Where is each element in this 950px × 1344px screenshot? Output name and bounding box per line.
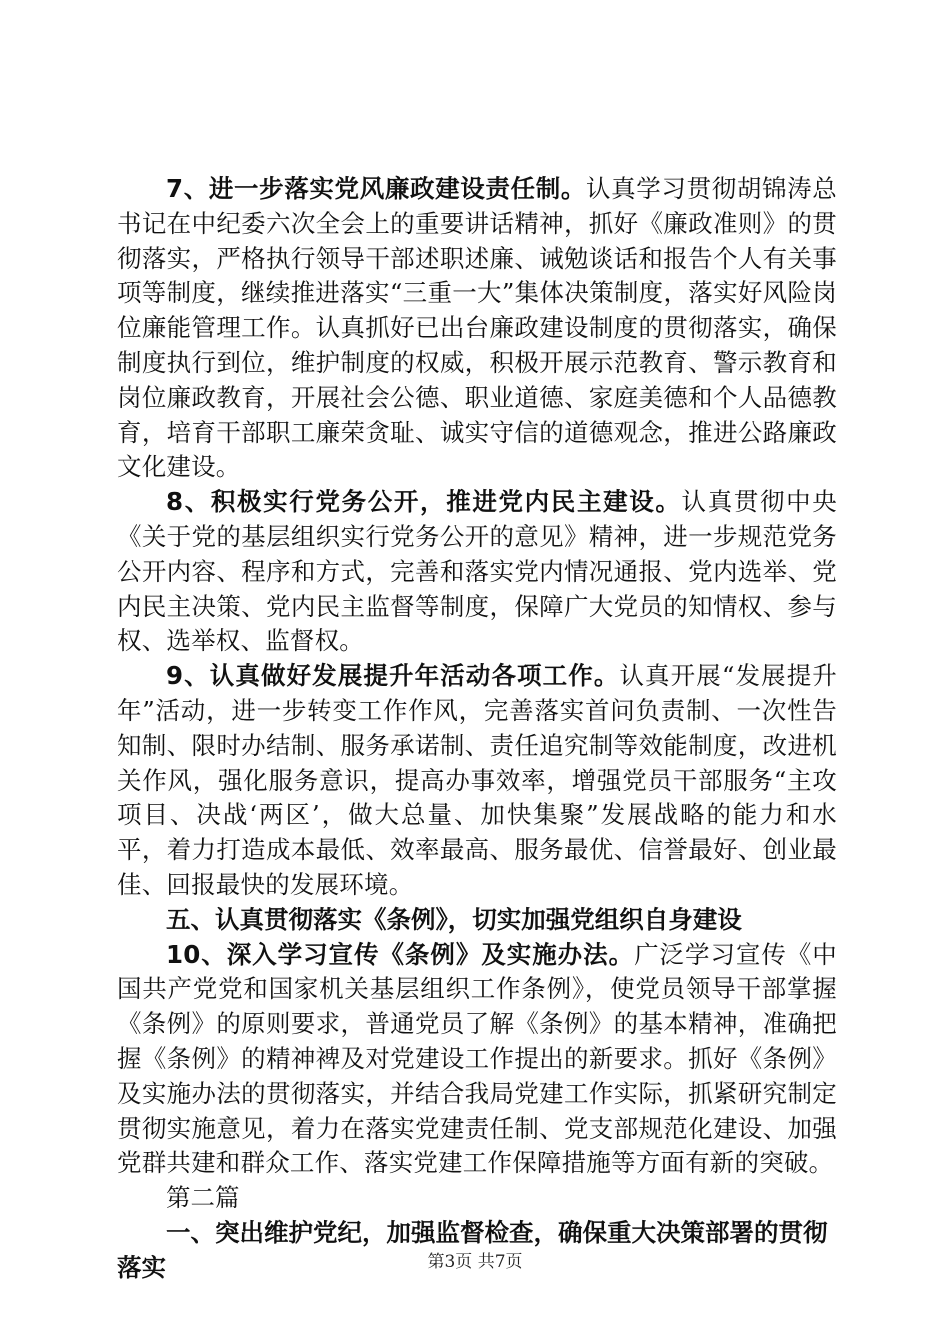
paragraph-8-text: 认真贯彻中央《关于党的基层组织实行党务公开的意见》精神，进一步规范党务公开内容、程序和方式，完善和落实党内情况通报、党内选举、党内民主决策、党内民主监督等制度，保障广大党员的知情权、参与权、选举权、监督权。 (117, 487, 837, 656)
paragraph-10-text: 广泛学习宣传《中国共产党党和国家机关基层组织工作条例》，使党员领导干部掌握《条例》的原则要求，普通党员了解《条例》的基本精神，准确把握《条例》的精神裨及对党建设工作提出的新要求。抓好《条例》及实施办法的贯彻落实，并结合我局党建工作实际，抓紧研究制定贯彻实施意见，着力在落实党建责任制、党支部规范化建设、加强党群共建和群众工作、落实党建工作保障措施等方面有新的突破。 (117, 939, 837, 1178)
paragraph-9 (117, 659, 837, 903)
paragraph-8 (117, 485, 837, 659)
document-body (117, 172, 837, 1286)
section-heading: 五、认真贯彻落实《条例》，切实加强党组织自身建设 (166, 904, 742, 934)
paragraph-10 (117, 938, 837, 1182)
paragraph-10-lead: 10、深入学习宣传《条例》及实施办法。 (166, 939, 635, 969)
paragraph-9-lead: 9、认真做好发展提升年活动各项工作。 (166, 661, 620, 691)
part-heading: 一、突出维护党纪，加强监督检查，确保重大决策部署的贯彻落实 (117, 1217, 828, 1282)
paragraph-7-lead: 7、进一步落实党风廉政建设责任制。 (166, 174, 586, 203)
paragraph-9-text: 认真开展“发展提升年”活动，进一步转变工作作风，完善落实首问负责制、一次性告知制、限时办结制、服务承诺制、责任追究制等效能制度，改进机关作风，强化服务意识，提高办事效率，增强党员干部服务“主攻项目、决战‘两区’，做大总量、加快集聚”发展战略的能力和水平，着力打造成本最低、效率最高、服务最优、信誉最好、创业最佳、回报最快的发展环境。 (117, 661, 837, 899)
page-footer: 第3页 共7页 (427, 1252, 523, 1272)
paragraph-7 (117, 172, 837, 485)
paragraph-8-lead: 8、积极实行党务公开，推进党内民主建设。 (166, 487, 682, 517)
paragraph-7-text: 认真学习贯彻胡锦涛总书记在中纪委六次全会上的重要讲话精神，抓好《廉政准则》的贯彻落实，严格执行领导干部述职述廉、诫勉谈话和报告个人有关事项等制度，继续推进落实“三重一大”集体决策制度，落实好风险岗位廉能管理工作。认真抓好已出台廉政建设制度的贯彻落实，确保制度执行到位，维护制度的权威，积极开展示范教育、警示教育和岗位廉政教育，开展社会公德、职业道德、家庭美德和个人品德教育，培育干部职工廉荣贪耻、诚实守信的道德观念，推进公路廉政文化建设。 (117, 174, 837, 482)
part-label: 第二篇 (166, 1183, 240, 1213)
